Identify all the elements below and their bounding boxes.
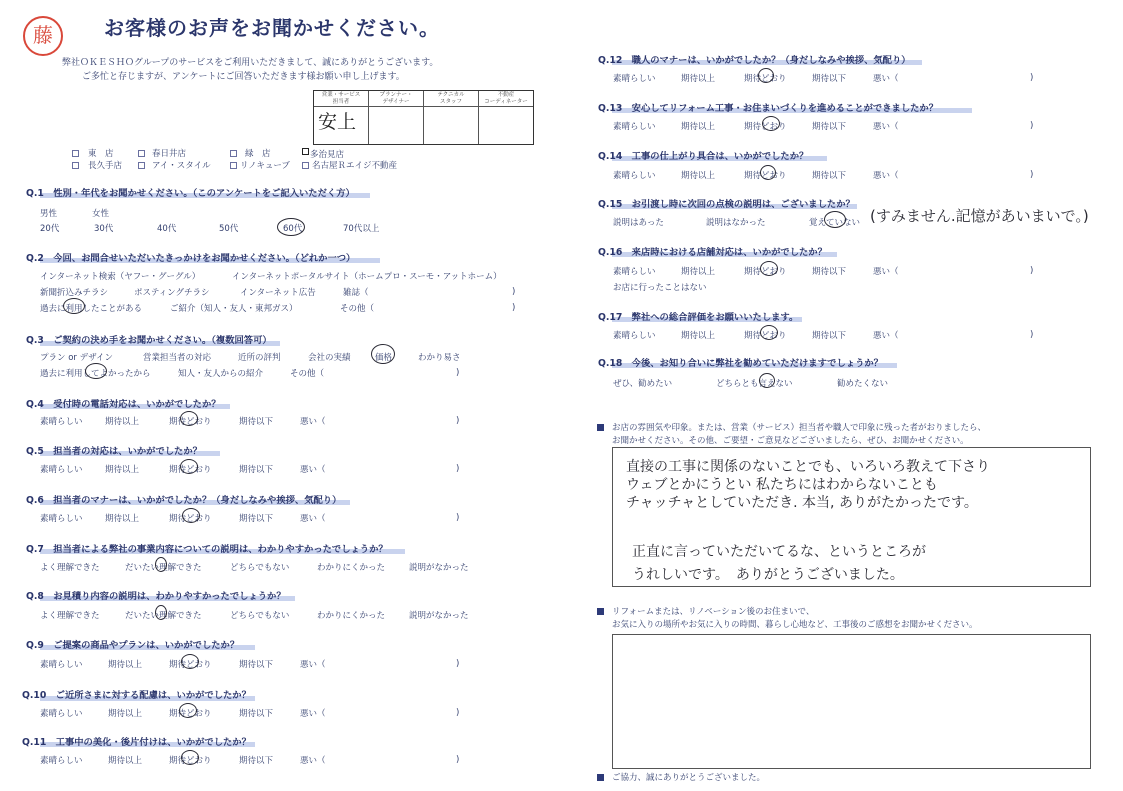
q2-option[interactable]: インターネット検索（ヤフー・グーグル） bbox=[40, 272, 201, 282]
handwritten-circle bbox=[760, 165, 776, 180]
store-option: 東 店 bbox=[88, 149, 114, 159]
rating-as-expected[interactable]: 期待どおり bbox=[744, 122, 787, 132]
rating-excellent[interactable]: 素晴らしい bbox=[613, 331, 656, 341]
handwritten-comment-line: うれしいです。 ありがとうございました。 bbox=[632, 567, 904, 583]
q8-label: Q.8 お見積り内容の説明は、わかりやすかったでしょうか？ bbox=[26, 591, 286, 602]
comments-heading-1: お店の雰囲気や印象。または、営業（サービス）担当者や職人で印象に残った者がおりましたら、 bbox=[612, 423, 987, 433]
handwritten-staff-name: 安上 bbox=[318, 111, 357, 133]
rating-above[interactable]: 期待以上 bbox=[681, 122, 716, 132]
paren-close: ) bbox=[1030, 170, 1034, 180]
rating-below[interactable]: 期待以下 bbox=[812, 171, 847, 181]
rating-below[interactable]: 期待以下 bbox=[239, 709, 274, 719]
understand-option[interactable]: わかりにくかった bbox=[317, 611, 386, 621]
rating-as-expected[interactable]: 期待どおり bbox=[169, 660, 212, 670]
understand-option[interactable]: だいたい理解できた bbox=[125, 611, 202, 621]
rating-below[interactable]: 期待以下 bbox=[239, 660, 274, 670]
rating-bad[interactable]: 悪い（ bbox=[300, 660, 326, 670]
understand-option[interactable]: どちらでもない bbox=[230, 563, 290, 573]
understand-option[interactable]: 説明がなかった bbox=[409, 563, 469, 573]
store-option: 春日井店 bbox=[152, 149, 187, 159]
handwritten-circle bbox=[824, 211, 846, 228]
q2-label: Q.2 今回、お問合せいただいたきっかけをお聞かせください。（どれか一つ） bbox=[26, 253, 356, 264]
intro-line-2: ご多忙と存じますが、アンケートにご回答いただきます様お願い申し上げます。 bbox=[82, 72, 405, 82]
rating-excellent[interactable]: 素晴らしい bbox=[40, 514, 83, 524]
age-option[interactable]: 20代 bbox=[40, 224, 60, 234]
q3-option[interactable]: わかり易さ bbox=[418, 353, 461, 363]
q18-label: Q.18 今後、お知り合いに弊社を勧めていただけますでしょうか？ bbox=[598, 358, 883, 369]
comments-heading-1b: お聞かせください。その他、ご要望・ご意見などございましたら、ぜひ、お聞かせください。 bbox=[612, 436, 969, 446]
paren-close: ) bbox=[456, 513, 460, 523]
seal-stamp: 藤 bbox=[23, 16, 63, 56]
q3-option[interactable]: 価格 bbox=[375, 353, 393, 363]
q6-label: Q.6 担当者のマナーは、いかがでしたか？（身だしなみや挨拶、気配り） bbox=[26, 495, 342, 506]
gender-option[interactable]: 女性 bbox=[92, 209, 110, 219]
checkbox[interactable] bbox=[72, 162, 79, 169]
intro-line-1: 弊社ＯＫＥＳＨＯグループのサービスをご利用いただきまして、誠にありがとうございます。 bbox=[62, 58, 439, 68]
rating-bad[interactable]: 悪い（ bbox=[873, 74, 899, 84]
paren-close: ) bbox=[512, 287, 516, 297]
q3-option[interactable]: 近所の評判 bbox=[238, 353, 281, 363]
store-option: 名古屋Ｒエイジ不動産 bbox=[312, 161, 398, 171]
rating-bad[interactable]: 悪い（ bbox=[300, 756, 326, 766]
rating-above[interactable]: 期待以上 bbox=[681, 331, 716, 341]
checkbox[interactable] bbox=[230, 150, 237, 157]
paren-close: ) bbox=[1030, 73, 1034, 83]
staff-table bbox=[313, 90, 534, 145]
rating-bad[interactable]: 悪い（ bbox=[300, 514, 326, 524]
rating-as-expected[interactable]: 期待どおり bbox=[169, 465, 212, 475]
paren-close: ) bbox=[456, 659, 460, 669]
age-option[interactable]: 70代以上 bbox=[343, 224, 380, 234]
rating-above[interactable]: 期待以上 bbox=[681, 267, 716, 277]
rating-below[interactable]: 期待以下 bbox=[239, 465, 274, 475]
handwritten-circle bbox=[180, 411, 198, 426]
q2-option[interactable]: インターネットポータルサイト（ホームプロ・スーモ・アットホーム） bbox=[232, 272, 502, 282]
age-option[interactable]: 60代 bbox=[283, 224, 303, 234]
rating-below[interactable]: 期待以下 bbox=[812, 122, 847, 132]
understand-option[interactable]: よく理解できた bbox=[40, 563, 100, 573]
checkbox[interactable] bbox=[138, 162, 145, 169]
rating-excellent[interactable]: 素晴らしい bbox=[40, 709, 83, 719]
age-option[interactable]: 30代 bbox=[94, 224, 114, 234]
gender-option[interactable]: 男性 bbox=[40, 209, 58, 219]
rating-bad[interactable]: 悪い（ bbox=[873, 122, 899, 132]
q2-option[interactable]: 新聞折込みチラシ bbox=[40, 288, 109, 298]
rating-as-expected[interactable]: 期待どおり bbox=[744, 74, 787, 84]
handwritten-comment-line: 正直に言っていただいてるな、というところが bbox=[632, 544, 926, 560]
rating-bad[interactable]: 悪い（ bbox=[873, 267, 899, 277]
rating-excellent[interactable]: 素晴らしい bbox=[40, 660, 83, 670]
rating-bad[interactable]: 悪い（ bbox=[300, 417, 326, 427]
age-option[interactable]: 50代 bbox=[219, 224, 239, 234]
q2-option[interactable]: 雑誌（ bbox=[343, 288, 369, 298]
rating-below[interactable]: 期待以下 bbox=[812, 74, 847, 84]
paren-close: ) bbox=[456, 755, 460, 765]
q2-option[interactable]: 過去に利用したことがある bbox=[40, 304, 143, 314]
checkbox-checked[interactable] bbox=[302, 148, 309, 155]
paren-close: ) bbox=[1030, 121, 1034, 131]
rating-bad[interactable]: 悪い（ bbox=[300, 465, 326, 475]
q18-option[interactable]: どちらとも言えない bbox=[716, 379, 793, 389]
handwritten-circle bbox=[180, 459, 198, 474]
rating-excellent[interactable]: 素晴らしい bbox=[613, 74, 656, 84]
rating-below[interactable]: 期待以下 bbox=[812, 267, 847, 277]
handwritten-circle bbox=[762, 116, 780, 131]
q3-option[interactable]: 会社の実績 bbox=[308, 353, 351, 363]
handwritten-circle bbox=[181, 654, 199, 669]
comments-heading-2b: お気に入りの場所やお気に入りの時間、暮らし心地など、工事後のご感想をお聞かせください。 bbox=[612, 620, 978, 630]
q15-option[interactable]: 覚えていない bbox=[809, 218, 861, 228]
q10-label: Q.10 ご近所さまに対する配慮は、いかがでしたか？ bbox=[22, 690, 251, 701]
understand-option[interactable]: だいたい理解できた bbox=[125, 563, 202, 573]
thanks-text: ご協力、誠にありがとうございました。 bbox=[612, 773, 766, 783]
rating-as-expected[interactable]: 期待どおり bbox=[169, 514, 212, 524]
bullet-square bbox=[597, 424, 604, 431]
rating-excellent[interactable]: 素晴らしい bbox=[40, 417, 83, 427]
paren-close: ) bbox=[1030, 266, 1034, 276]
store-option: リノキューブ bbox=[240, 161, 290, 171]
q16-label: Q.16 来店時における店舗対応は、いかがでしたか？ bbox=[598, 247, 827, 258]
rating-above[interactable]: 期待以上 bbox=[105, 417, 140, 427]
rating-above[interactable]: 期待以上 bbox=[105, 514, 140, 524]
rating-excellent[interactable]: 素晴らしい bbox=[40, 465, 83, 475]
handwritten-note: (すみません.記憶があいまいで。) bbox=[870, 207, 1089, 225]
handwritten-circle bbox=[155, 557, 167, 572]
q3-option[interactable]: 過去に利用してよかったから bbox=[40, 369, 151, 379]
rating-as-expected[interactable]: 期待どおり bbox=[744, 331, 787, 341]
q5-label: Q.5 担当者の対応は、いかがでしたか？ bbox=[26, 446, 202, 457]
handwritten-comment-line: チャッチャとしていただき. 本当, ありがたかったです。 bbox=[626, 495, 978, 511]
paren-close: ) bbox=[456, 416, 460, 426]
paren-close: ) bbox=[456, 464, 460, 474]
handwritten-circle bbox=[759, 373, 775, 388]
q2-option[interactable]: インターネット広告 bbox=[240, 288, 316, 298]
paren-close: ) bbox=[512, 303, 516, 313]
q7-label: Q.7 担当者による弊社の事業内容についての説明は、わかりやすかったでしょうか？ bbox=[26, 544, 388, 555]
understand-option[interactable]: わかりにくかった bbox=[317, 563, 386, 573]
understand-option[interactable]: 説明がなかった bbox=[409, 611, 469, 621]
q2-option[interactable]: ポスティングチラシ bbox=[134, 288, 210, 298]
rating-above[interactable]: 期待以上 bbox=[108, 756, 143, 766]
bullet-square bbox=[597, 774, 604, 781]
staff-header: 営業・サービス 担当者 bbox=[314, 91, 368, 107]
q14-label: Q.14 工事の仕上がり具合は、いかがでしたか？ bbox=[598, 151, 809, 162]
handwritten-circle bbox=[155, 605, 167, 620]
q3-option[interactable]: 知人・友人からの紹介 bbox=[178, 369, 264, 379]
q1-label: Q.1 性別・年代をお聞かせください。（このアンケートをご記入いただく方） bbox=[26, 188, 355, 199]
q2-option[interactable]: ご紹介（知人・友人・東邦ガス） bbox=[170, 304, 298, 314]
rating-bad[interactable]: 悪い（ bbox=[873, 171, 899, 181]
paren-close: ) bbox=[1030, 330, 1034, 340]
bullet-square bbox=[597, 608, 604, 615]
rating-above[interactable]: 期待以上 bbox=[681, 74, 716, 84]
handwritten-circle bbox=[277, 218, 305, 236]
q15-option[interactable]: 説明はなかった bbox=[706, 218, 766, 228]
rating-as-expected[interactable]: 期待どおり bbox=[744, 267, 787, 277]
paren-close: ) bbox=[456, 368, 460, 378]
q9-label: Q.9 ご提案の商品やプランは、いかがでしたか？ bbox=[26, 640, 240, 651]
age-option[interactable]: 40代 bbox=[157, 224, 177, 234]
handwritten-circle bbox=[758, 68, 774, 83]
q18-option[interactable]: ぜひ、勧めたい bbox=[613, 379, 673, 389]
rating-as-expected[interactable]: 期待どおり bbox=[169, 417, 212, 427]
handwritten-circle bbox=[182, 508, 200, 523]
q17-label: Q.17 弊社への総合評価をお願いいたします。 bbox=[598, 312, 799, 323]
rating-excellent[interactable]: 素晴らしい bbox=[613, 267, 656, 277]
rating-below[interactable]: 期待以下 bbox=[812, 331, 847, 341]
rating-as-expected[interactable]: 期待どおり bbox=[169, 756, 212, 766]
store-option: 多治見店 bbox=[310, 150, 345, 160]
rating-bad[interactable]: 悪い（ bbox=[873, 331, 899, 341]
rating-below[interactable]: 期待以下 bbox=[239, 417, 274, 427]
store-option: 長久手店 bbox=[88, 161, 123, 171]
rating-excellent[interactable]: 素晴らしい bbox=[40, 756, 83, 766]
staff-header: プランナー・ デザイナー bbox=[369, 91, 423, 107]
checkbox[interactable] bbox=[302, 162, 309, 169]
understand-option[interactable]: よく理解できた bbox=[40, 611, 100, 621]
rating-excellent[interactable]: 素晴らしい bbox=[613, 122, 656, 132]
handwritten-comment-line: ウェブとかにうとい 私たちにはわからないことも bbox=[626, 477, 938, 493]
rating-above[interactable]: 期待以上 bbox=[108, 709, 143, 719]
q15-option[interactable]: 説明はあった bbox=[613, 218, 664, 228]
handwritten-circle bbox=[181, 750, 199, 765]
handwritten-circle bbox=[85, 363, 107, 379]
handwritten-circle bbox=[63, 298, 85, 314]
handwritten-circle bbox=[760, 261, 778, 276]
q16-option[interactable]: お店に行ったことはない bbox=[613, 283, 707, 293]
q15-label: Q.15 お引渡し時に次回の点検の説明は、ございましたか？ bbox=[598, 199, 855, 210]
checkbox[interactable] bbox=[72, 150, 79, 157]
handwritten-circle bbox=[760, 325, 778, 340]
q3-option[interactable]: その他（ bbox=[290, 369, 325, 379]
store-option: アイ・スタイル bbox=[152, 161, 211, 171]
checkbox[interactable] bbox=[230, 162, 237, 169]
store-option: 緑 店 bbox=[245, 149, 271, 159]
comments-heading-2: リフォームまたは、リノベーション後のお住まいで、 bbox=[612, 607, 815, 617]
paren-close: ) bbox=[456, 708, 460, 718]
q13-label: Q.13 安心してリフォーム工事・お住まいづくりを進めることができましたか？ bbox=[598, 103, 939, 114]
rating-excellent[interactable]: 素晴らしい bbox=[613, 171, 656, 181]
q4-label: Q.4 受付時の電話対応は、いかがでしたか？ bbox=[26, 399, 221, 410]
rating-as-expected[interactable]: 期待どおり bbox=[744, 171, 787, 181]
rating-above[interactable]: 期待以上 bbox=[105, 465, 140, 475]
q12-label: Q.12 職人のマナーは、いかがでしたか？（身だしなみや挨拶、気配り） bbox=[598, 55, 911, 66]
handwritten-comment-line: 直接の工事に関係のないことでも、いろいろ教えて下さり bbox=[626, 459, 990, 475]
q18-option[interactable]: 勧めたくない bbox=[837, 379, 889, 389]
q3-option[interactable]: プラン or デザイン bbox=[40, 353, 114, 363]
rating-below[interactable]: 期待以下 bbox=[239, 514, 274, 524]
q3-label: Q.3 ご契約の決め手をお聞かせください。（複数回答可） bbox=[26, 335, 272, 346]
handwritten-circle bbox=[179, 703, 197, 718]
rating-bad[interactable]: 悪い（ bbox=[300, 709, 326, 719]
q11-label: Q.11 工事中の美化・後片付けは、いかがでしたか？ bbox=[22, 737, 251, 748]
staff-header: 不動産 コーディネーター bbox=[479, 91, 533, 107]
rating-above[interactable]: 期待以上 bbox=[681, 171, 716, 181]
q3-option[interactable]: 営業担当者の対応 bbox=[143, 353, 212, 363]
q2-option[interactable]: その他（ bbox=[340, 304, 375, 314]
comment-box-2[interactable] bbox=[612, 634, 1091, 769]
rating-below[interactable]: 期待以下 bbox=[239, 756, 274, 766]
understand-option[interactable]: どちらでもない bbox=[230, 611, 290, 621]
rating-as-expected[interactable]: 期待どおり bbox=[169, 709, 212, 719]
staff-header: テクニカル スタッフ bbox=[424, 91, 478, 107]
checkbox[interactable] bbox=[138, 150, 145, 157]
rating-above[interactable]: 期待以上 bbox=[108, 660, 143, 670]
handwritten-circle bbox=[371, 344, 395, 364]
page-title: お客様のお声をお聞かせください。 bbox=[104, 16, 440, 40]
